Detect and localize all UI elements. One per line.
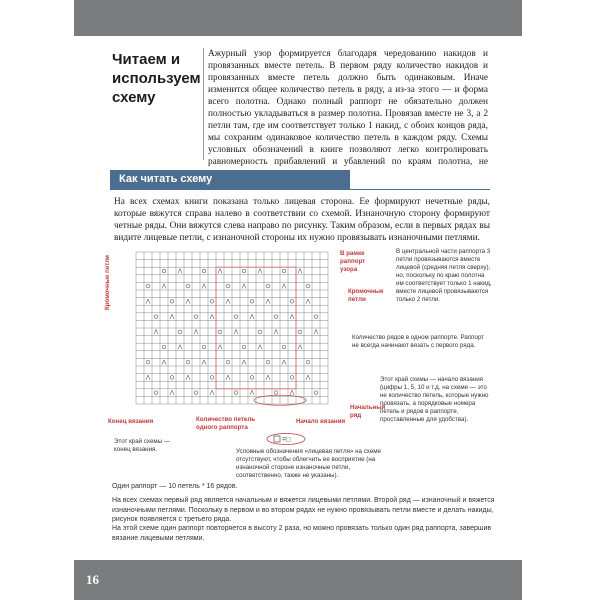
legend-symbol-text: =□ — [282, 436, 291, 444]
yarn-over-mark — [298, 330, 302, 334]
start-knit-label: Начало вязания — [296, 418, 346, 425]
yarn-over-mark — [226, 360, 230, 364]
decrease-mark — [162, 360, 166, 365]
knitting-chart-svg — [134, 250, 334, 410]
yarn-over-mark — [186, 284, 190, 288]
edge-loops-right-label: Кромочные петли — [348, 288, 384, 303]
yarn-over-mark — [210, 376, 214, 380]
title-divider — [203, 48, 204, 160]
howto-title: Как читать схему — [119, 173, 213, 185]
decrease-mark — [282, 360, 286, 365]
yarn-over-mark — [306, 284, 310, 288]
yarn-over-mark — [234, 315, 238, 319]
decrease-mark — [178, 269, 182, 274]
howto-heading-bar — [110, 170, 350, 189]
left-edge-note: Этот край схемы — конец вязания. — [114, 438, 171, 453]
edge-loops-left-label: Кромочные петли — [104, 255, 111, 310]
decrease-mark — [250, 314, 254, 319]
yarn-over-mark — [282, 269, 286, 273]
decrease-mark — [202, 284, 206, 289]
section-title: Читаем и используем схему — [112, 51, 201, 106]
yarn-over-mark — [290, 300, 294, 304]
rapport-frame-label: В рамке раппорт узора — [340, 250, 366, 273]
edge-end-note: Этот край схемы — начало вязания (цифры 1, 5, 10 и т.д. на схеме — это не количество петель, которые нужно провязать, а порядковые номера петель и рядов в раппорте, проставленные для удобства). — [380, 376, 489, 423]
decrease-mark — [154, 330, 158, 335]
yarn-over-mark — [170, 300, 174, 304]
yarn-over-mark — [146, 360, 150, 364]
decrease-mark — [170, 314, 174, 319]
yarn-over-mark — [202, 269, 206, 273]
page-number: 16 — [86, 572, 99, 587]
decrease-mark — [178, 345, 182, 350]
top-band — [74, 0, 522, 36]
decrease-mark — [194, 330, 198, 335]
legend-symbol — [266, 432, 306, 444]
decrease-mark — [290, 314, 294, 319]
decrease-mark — [210, 390, 214, 395]
yarn-over-mark — [210, 300, 214, 304]
decrease-mark — [290, 390, 294, 395]
yarn-over-mark — [314, 315, 318, 319]
decrease-mark — [218, 269, 222, 274]
decrease-mark — [266, 299, 270, 304]
decrease-mark — [226, 375, 230, 380]
yarn-over-mark — [282, 345, 286, 349]
decrease-mark — [226, 299, 230, 304]
yarn-over-mark — [242, 269, 246, 273]
yarn-over-mark — [178, 330, 182, 334]
yarn-over-mark — [170, 376, 174, 380]
decrease-mark — [298, 269, 302, 274]
decrease-mark — [274, 330, 278, 335]
yarn-over-mark — [194, 315, 198, 319]
end-knit-label: Конец вязания — [108, 418, 154, 425]
yarn-over-mark — [218, 330, 222, 334]
decrease-mark — [202, 360, 206, 365]
bottom-band — [74, 560, 522, 600]
footer-paragraph-3: На этой схеме один раппорт повторяется в высоту 2 раза, но можно провязать только один ряд раппорта, завершив вязание лицевыми петлями. — [112, 525, 492, 542]
start-row-label: Начальный ряд — [350, 404, 386, 419]
yarn-over-mark — [234, 391, 238, 395]
yarn-over-mark — [146, 284, 150, 288]
decrease-mark — [306, 299, 310, 304]
footer-paragraph-1: Один раппорт — 10 петель * 16 рядов. — [112, 483, 238, 490]
yarn-over-mark — [154, 315, 158, 319]
yarn-over-mark — [202, 345, 206, 349]
decrease-mark — [210, 314, 214, 319]
yarn-over-mark — [154, 391, 158, 395]
yarn-over-mark — [242, 345, 246, 349]
center-note: В центральной части раппорта 3 петли провязываются вместе лицевой (средняя петля сверху), но, поскольку по краю полотна им соответствует только 1 накид, вместе лицевой провязываются только 2 петли. — [396, 248, 492, 303]
intro-paragraph: Ажурный узор формируется благодаря чередованию накидов и провязанных вместе петель. В первом ряду количество накидов и провязанных вместе петель должно быть одинаковым. Иначе изменится общее количество петель в ряду, а из-за этого — и форма всего полотна. Однако полный раппорт не обязательно должен полностью укладываться в размер полотна. Провязав вместе не 3, а 2 петли там, где им соответствует только 1 накид, с обоих концов ряда, мы сохраним одинаковое количество петель в каждом ряду. Схемы условных обозначений в книге позволяют легко контролировать равномерность прибавлений и убавлений по краям полотна, не — [208, 49, 488, 167]
yarn-over-mark — [250, 300, 254, 304]
decrease-mark — [146, 375, 150, 380]
decrease-mark — [186, 299, 190, 304]
yarn-over-mark — [162, 269, 166, 273]
yarn-over-mark — [274, 391, 278, 395]
loops-count-label: Количество петель одного раппорта — [196, 416, 256, 431]
yarn-over-mark — [266, 360, 270, 364]
yarn-over-mark — [162, 345, 166, 349]
decrease-mark — [250, 390, 254, 395]
decrease-mark — [162, 284, 166, 289]
yarn-over-mark — [266, 284, 270, 288]
yarn-over-mark — [194, 391, 198, 395]
footer-paragraph-2: На всех схемах первый ряд является начальным и вяжется лицевыми петлями. Второй ряд — изнаночный и вяжется изнаночными петлями. Поскольку в первом и во втором рядах не нужно провязывать петли вместе и делать накиды, рисунок появляется с третьего ряда. — [112, 497, 495, 523]
yarn-over-mark — [306, 360, 310, 364]
decrease-mark — [218, 345, 222, 350]
yarn-over-mark — [226, 284, 230, 288]
legend-note: Условные обозначения «лицевая петля» на схеме отсутствуют, чтобы облегчить ее восприятие (на изнаночной стороне изнаночные петли, соответственно, также не указаны). — [236, 448, 381, 479]
decrease-mark — [186, 375, 190, 380]
decrease-mark — [306, 375, 310, 380]
knitting-chart — [134, 250, 334, 415]
decrease-mark — [242, 284, 246, 289]
yarn-over-mark — [258, 330, 262, 334]
yarn-over-mark — [186, 360, 190, 364]
yarn-over-mark — [290, 376, 294, 380]
decrease-mark — [298, 345, 302, 350]
decrease-mark — [282, 284, 286, 289]
decrease-mark — [234, 330, 238, 335]
decrease-mark — [170, 390, 174, 395]
howto-paragraph: На всех схемах книги показана только лицевая сторона. Ее формируют нечетные ряды, которые вяжутся справа налево в соответствии со схемой. Изнаночную сторону формируют четные ряды. Они вяжутся слева направо по рисунку. Таким образом, если в первых рядах вы видите лицевые петли, с изнаночной стороны их нужно провязывать изнаночными петлями. — [114, 197, 490, 243]
decrease-mark — [258, 269, 262, 274]
howto-rule — [110, 189, 490, 190]
legend-symbol-svg — [266, 433, 306, 445]
decrease-mark — [146, 299, 150, 304]
rows-note: Количество рядов в одном раппорте. Раппорт не всегда начинают вязать с первого ряда. — [352, 334, 485, 349]
decrease-mark — [242, 360, 246, 365]
decrease-mark — [266, 375, 270, 380]
yarn-over-mark — [314, 391, 318, 395]
decrease-mark — [314, 330, 318, 335]
yarn-over-mark — [250, 376, 254, 380]
yarn-over-mark — [274, 315, 278, 319]
decrease-mark — [258, 345, 262, 350]
